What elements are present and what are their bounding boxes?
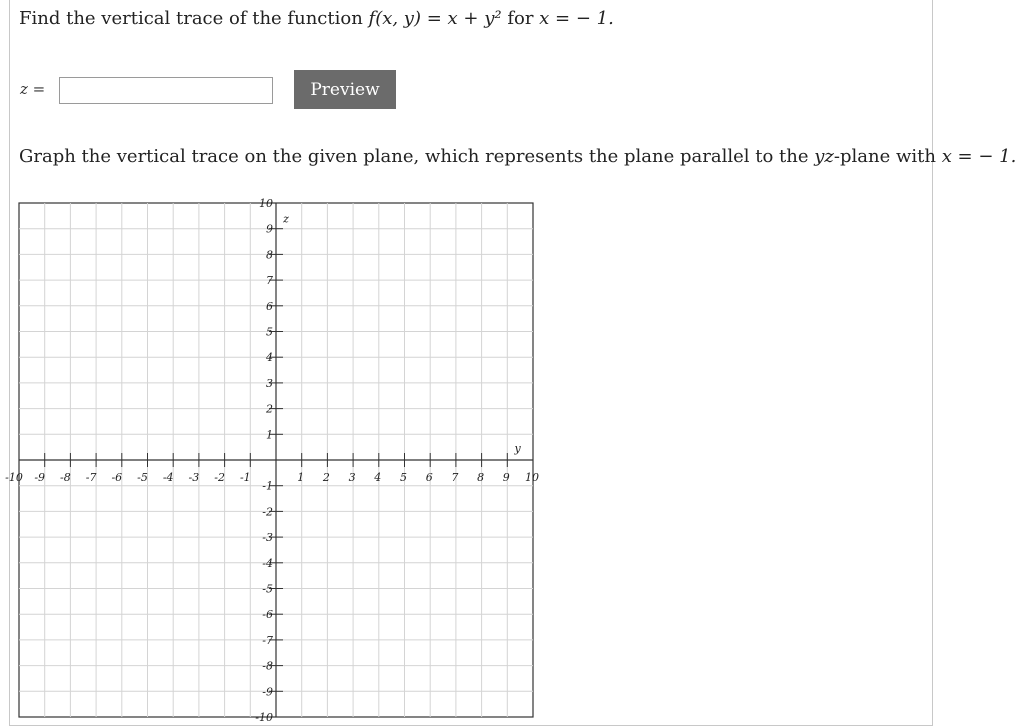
graph-canvas[interactable]: [5, 197, 539, 724]
y-tick-label: -4: [262, 556, 273, 570]
preview-button[interactable]: Preview: [294, 70, 396, 109]
y-tick-label: -1: [262, 479, 273, 493]
x-tick-label: 7: [451, 471, 459, 484]
question-1-for: for: [507, 8, 534, 29]
y-tick-label: -3: [262, 531, 273, 545]
x-tick-label: -1: [239, 471, 251, 484]
x-tick-label: 10: [525, 471, 539, 484]
question-1-condition: x = − 1.: [539, 8, 614, 29]
x-tick-label: 4: [374, 471, 382, 484]
answer-label: z =: [20, 80, 46, 98]
answer-input[interactable]: [59, 77, 273, 104]
x-tick-label: -9: [34, 471, 46, 484]
y-tick-label: 10: [259, 197, 273, 210]
x-tick-label: -10: [5, 471, 23, 484]
y-tick-label: 9: [266, 222, 273, 236]
x-tick-label: 3: [348, 471, 356, 484]
y-tick-label: -2: [262, 505, 273, 519]
question-2-after-plane: -plane with: [833, 146, 936, 167]
x-axis-label: y: [514, 442, 521, 455]
question-2-text: [19, 146, 1016, 167]
question-1-text: [19, 8, 614, 29]
question-1-prefix: Find the vertical trace of the function: [19, 8, 363, 29]
y-tick-label: 4: [266, 351, 273, 365]
x-tick-label: -4: [162, 471, 174, 484]
x-tick-label: 6: [425, 471, 433, 484]
x-tick-label: -6: [111, 471, 123, 484]
y-tick-label: 5: [266, 325, 273, 339]
x-tick-label: 1: [297, 471, 305, 484]
x-tick-label: -8: [60, 471, 71, 484]
y-tick-label: 8: [266, 248, 273, 262]
question-2-main: Graph the vertical trace on the given plane, which represents the plane parallel to the: [19, 146, 809, 167]
y-tick-label: 2: [266, 402, 273, 416]
x-tick-label: 5: [400, 471, 407, 484]
x-tick-label: -2: [214, 471, 225, 484]
question-2-condition: x = − 1.: [941, 146, 1016, 167]
y-tick-label: 7: [266, 274, 273, 288]
question-2-plane: yz: [814, 146, 834, 167]
y-tick-label: 6: [266, 299, 273, 313]
x-tick-label: 2: [322, 471, 330, 484]
x-tick-label: -5: [137, 471, 148, 484]
y-tick-label: -8: [262, 659, 273, 673]
y-tick-label: 3: [266, 376, 273, 390]
x-tick-label: -3: [188, 471, 200, 484]
x-tick-label: 9: [502, 471, 510, 484]
y-axis-label: z: [283, 212, 289, 226]
y-tick-label: -6: [262, 608, 273, 622]
y-tick-label: -5: [262, 582, 273, 596]
x-tick-label: 8: [477, 471, 485, 484]
function-expression: f(x, y) = x + y²: [368, 8, 502, 29]
y-tick-label: -7: [262, 633, 273, 647]
y-tick-label: -9: [262, 685, 273, 699]
y-tick-label: -10: [255, 711, 273, 724]
x-tick-label: -7: [85, 471, 97, 484]
y-tick-label: 1: [266, 428, 273, 442]
